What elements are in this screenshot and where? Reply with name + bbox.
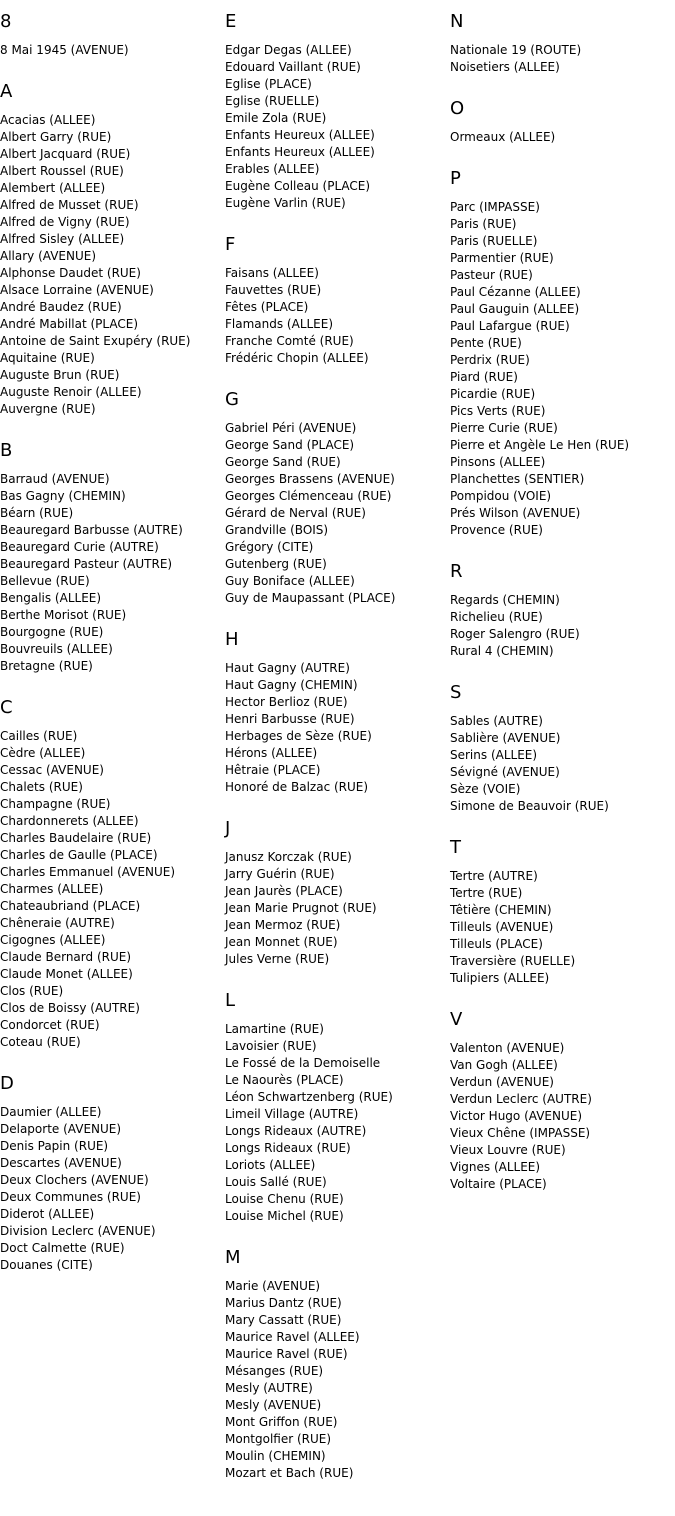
street-item: Coteau (RUE) xyxy=(0,1035,81,1049)
street-item: Erables (ALLEE) xyxy=(225,162,320,176)
street-list xyxy=(450,1040,672,1193)
street-item: Victor Hugo (AVENUE) xyxy=(450,1109,583,1123)
street-item: Edgar Degas (ALLEE) xyxy=(225,43,352,57)
section-letter-heading: J xyxy=(225,818,231,839)
street-item: Berthe Morisot (RUE) xyxy=(0,608,127,622)
street-list xyxy=(450,129,672,146)
letter-section xyxy=(225,817,447,968)
street-item: Beauregard Curie (AUTRE) xyxy=(0,540,159,554)
street-item: Mésanges (RUE) xyxy=(225,1364,324,1378)
street-item: Eugène Varlin (RUE) xyxy=(225,196,346,210)
index-column xyxy=(225,10,447,1503)
street-item: Auvergne (RUE) xyxy=(0,402,96,416)
street-item: Jean Jaurès (PLACE) xyxy=(225,884,343,898)
letter-section xyxy=(225,10,447,212)
street-item: Jean Marie Prugnot (RUE) xyxy=(225,901,377,915)
letter-section xyxy=(225,233,447,367)
street-item: Herbages de Sèze (RUE) xyxy=(225,729,372,743)
letter-section xyxy=(225,628,447,796)
letter-section xyxy=(0,439,222,675)
street-item: Flamands (ALLEE) xyxy=(225,317,334,331)
street-item: Beauregard Barbusse (AUTRE) xyxy=(0,523,183,537)
section-letter-heading: G xyxy=(225,389,239,410)
street-item: Paul Lafargue (RUE) xyxy=(450,319,570,333)
letter-section xyxy=(225,1246,447,1482)
street-item: Tilleuls (AVENUE) xyxy=(450,920,554,934)
street-item: Serins (ALLEE) xyxy=(450,748,538,762)
street-item: Van Gogh (ALLEE) xyxy=(450,1058,558,1072)
street-list xyxy=(0,112,222,418)
street-item: Le Fossé de la Demoiselle xyxy=(225,1056,381,1070)
street-item: Guy de Maupassant (PLACE) xyxy=(225,591,396,605)
street-item: Tertre (AUTRE) xyxy=(450,869,538,883)
section-letter-heading: S xyxy=(450,682,462,703)
street-item: Delaporte (AVENUE) xyxy=(0,1122,122,1136)
street-item: Bouvreuils (ALLEE) xyxy=(0,642,113,656)
street-item: Planchettes (SENTIER) xyxy=(450,472,585,486)
street-item: Chardonnerets (ALLEE) xyxy=(0,814,139,828)
street-item: Acacias (ALLEE) xyxy=(0,113,96,127)
street-item: Chateaubriand (PLACE) xyxy=(0,899,141,913)
street-list xyxy=(225,420,447,607)
street-item: Haut Gagny (CHEMIN) xyxy=(225,678,358,692)
section-letter-heading: D xyxy=(0,1073,14,1094)
street-item: Descartes (AVENUE) xyxy=(0,1156,122,1170)
street-item: Bellevue (RUE) xyxy=(0,574,90,588)
section-letter-heading: C xyxy=(0,697,13,718)
street-list xyxy=(225,1278,447,1482)
street-item: Limeil Village (AUTRE) xyxy=(225,1107,359,1121)
street-item: Valenton (AVENUE) xyxy=(450,1041,565,1055)
letter-section xyxy=(0,1072,222,1274)
letter-section xyxy=(450,836,672,987)
street-item: Auguste Renoir (ALLEE) xyxy=(0,385,142,399)
street-list xyxy=(450,868,672,987)
street-item: Allary (AVENUE) xyxy=(0,249,97,263)
street-item: Le Naourès (PLACE) xyxy=(225,1073,344,1087)
section-letter-heading: O xyxy=(450,98,465,119)
street-item: Eugène Colleau (PLACE) xyxy=(225,179,371,193)
street-item: Mesly (AUTRE) xyxy=(225,1381,313,1395)
street-item: Deux Communes (RUE) xyxy=(0,1190,141,1204)
section-letter-heading: B xyxy=(0,440,13,461)
street-item: André Baudez (RUE) xyxy=(0,300,122,314)
street-item: Antoine de Saint Exupéry (RUE) xyxy=(0,334,191,348)
letter-section xyxy=(225,388,447,607)
section-letter-heading: R xyxy=(450,561,463,582)
section-letter-heading: V xyxy=(450,1009,463,1030)
street-item: Frédéric Chopin (ALLEE) xyxy=(225,351,369,365)
street-item: Vieux Chêne (IMPASSE) xyxy=(450,1126,591,1140)
street-item: Condorcet (RUE) xyxy=(0,1018,100,1032)
street-item: Bengalis (ALLEE) xyxy=(0,591,102,605)
street-item: Alfred Sisley (ALLEE) xyxy=(0,232,125,246)
street-item: Sablière (AVENUE) xyxy=(450,731,561,745)
street-item: Emile Zola (RUE) xyxy=(225,111,327,125)
street-list xyxy=(450,592,672,660)
street-item: Charmes (ALLEE) xyxy=(0,882,104,896)
street-item: Haut Gagny (AUTRE) xyxy=(225,661,350,675)
section-letter-heading: H xyxy=(225,629,239,650)
street-item: Longs Rideaux (AUTRE) xyxy=(225,1124,367,1138)
street-item: Gabriel Péri (AVENUE) xyxy=(225,421,357,435)
street-item: Enfants Heureux (ALLEE) xyxy=(225,128,375,142)
street-item: Janusz Korczak (RUE) xyxy=(225,850,352,864)
section-letter-heading: 8 xyxy=(0,11,12,32)
street-item: Rural 4 (CHEMIN) xyxy=(450,644,554,658)
street-item: Montgolfier (RUE) xyxy=(225,1432,332,1446)
street-list xyxy=(0,1104,222,1274)
letter-section xyxy=(450,167,672,539)
street-item: Georges Brassens (AVENUE) xyxy=(225,472,395,486)
street-item: Lamartine (RUE) xyxy=(225,1022,324,1036)
street-item: Diderot (ALLEE) xyxy=(0,1207,95,1221)
street-item: Cèdre (ALLEE) xyxy=(0,746,86,760)
street-item: Clos de Boissy (AUTRE) xyxy=(0,1001,140,1015)
section-letter-heading: F xyxy=(225,234,236,255)
street-item: Pierre et Angèle Le Hen (RUE) xyxy=(450,438,630,452)
street-item: Hérons (ALLEE) xyxy=(225,746,318,760)
section-letter-heading: P xyxy=(450,168,461,189)
street-item: Alphonse Daudet (RUE) xyxy=(0,266,141,280)
street-item: Nationale 19 (ROUTE) xyxy=(450,43,582,57)
street-item: Chêneraie (AUTRE) xyxy=(0,916,115,930)
street-item: Piard (RUE) xyxy=(450,370,518,384)
street-item: Fauvettes (RUE) xyxy=(225,283,322,297)
street-item: Clos (RUE) xyxy=(0,984,64,998)
section-letter-heading: M xyxy=(225,1247,241,1268)
street-item: Chalets (RUE) xyxy=(0,780,83,794)
street-item: Georges Clémenceau (RUE) xyxy=(225,489,392,503)
street-item: Voltaire (PLACE) xyxy=(450,1177,547,1191)
street-item: Paris (RUE) xyxy=(450,217,517,231)
street-item: Jules Verne (RUE) xyxy=(225,952,330,966)
street-item: Parmentier (RUE) xyxy=(450,251,554,265)
street-item: Honoré de Balzac (RUE) xyxy=(225,780,369,794)
street-item: Tilleuls (PLACE) xyxy=(450,937,543,951)
street-item: Deux Clochers (AVENUE) xyxy=(0,1173,149,1187)
street-item: Mary Cassatt (RUE) xyxy=(225,1313,342,1327)
index-column xyxy=(0,10,222,1295)
street-item: Doct Calmette (RUE) xyxy=(0,1241,125,1255)
section-letter-heading: N xyxy=(450,11,464,32)
street-item: Maurice Ravel (ALLEE) xyxy=(225,1330,360,1344)
street-item: Albert Garry (RUE) xyxy=(0,130,112,144)
street-item: Pompidou (VOIE) xyxy=(450,489,552,503)
street-item: Verdun (AVENUE) xyxy=(450,1075,554,1089)
street-item: Auguste Brun (RUE) xyxy=(0,368,120,382)
street-item: Maurice Ravel (RUE) xyxy=(225,1347,348,1361)
street-item: Béarn (RUE) xyxy=(0,506,74,520)
street-list xyxy=(450,199,672,539)
letter-section xyxy=(450,681,672,815)
street-item: Prés Wilson (AVENUE) xyxy=(450,506,581,520)
letter-section xyxy=(450,97,672,146)
section-letter-heading: L xyxy=(225,990,236,1011)
street-item: Jean Mermoz (RUE) xyxy=(225,918,341,932)
street-item: Picardie (RUE) xyxy=(450,387,536,401)
street-item: Champagne (RUE) xyxy=(0,797,111,811)
street-item: Verdun Leclerc (AUTRE) xyxy=(450,1092,592,1106)
street-item: Jean Monnet (RUE) xyxy=(225,935,338,949)
street-item: Longs Rideaux (RUE) xyxy=(225,1141,351,1155)
street-item: Perdrix (RUE) xyxy=(450,353,530,367)
street-item: Roger Salengro (RUE) xyxy=(450,627,580,641)
street-item: Parc (IMPASSE) xyxy=(450,200,540,214)
street-item: Henri Barbusse (RUE) xyxy=(225,712,355,726)
street-item: Noisetiers (ALLEE) xyxy=(450,60,560,74)
street-item: Provence (RUE) xyxy=(450,523,543,537)
street-item: Paul Gauguin (ALLEE) xyxy=(450,302,580,316)
street-item: Alsace Lorraine (AVENUE) xyxy=(0,283,154,297)
street-list xyxy=(450,713,672,815)
street-item: Hêtraie (PLACE) xyxy=(225,763,321,777)
section-letter-heading: E xyxy=(225,11,237,32)
street-item: Fêtes (PLACE) xyxy=(225,300,309,314)
street-list xyxy=(225,1021,447,1225)
street-item: Traversière (RUELLE) xyxy=(450,954,576,968)
street-item: Paris (RUELLE) xyxy=(450,234,538,248)
street-item: Claude Monet (ALLEE) xyxy=(0,967,133,981)
street-item: Marius Dantz (RUE) xyxy=(225,1296,342,1310)
street-list xyxy=(0,728,222,1051)
street-item: Aquitaine (RUE) xyxy=(0,351,95,365)
index-column xyxy=(450,10,672,1214)
street-list xyxy=(225,265,447,367)
section-letter-heading: A xyxy=(0,81,13,102)
street-item: Têtière (CHEMIN) xyxy=(450,903,552,917)
street-item: Sévigné (AVENUE) xyxy=(450,765,560,779)
street-item: Douanes (CITE) xyxy=(0,1258,93,1272)
street-item: Barraud (AVENUE) xyxy=(0,472,110,486)
letter-section xyxy=(450,10,672,76)
street-list xyxy=(450,42,672,76)
street-item: Charles Emmanuel (AVENUE) xyxy=(0,865,176,879)
street-item: Regards (CHEMIN) xyxy=(450,593,560,607)
street-item: Charles de Gaulle (PLACE) xyxy=(0,848,158,862)
street-item: 8 Mai 1945 (AVENUE) xyxy=(0,43,129,57)
letter-section xyxy=(450,560,672,660)
street-item: Division Leclerc (AVENUE) xyxy=(0,1224,156,1238)
street-item: Daumier (ALLEE) xyxy=(0,1105,102,1119)
section-letter-heading: T xyxy=(450,837,461,858)
letter-section xyxy=(450,1008,672,1193)
street-item: Vieux Louvre (RUE) xyxy=(450,1143,566,1157)
street-item: Faisans (ALLEE) xyxy=(225,266,319,280)
street-list xyxy=(0,471,222,675)
street-item: George Sand (PLACE) xyxy=(225,438,355,452)
street-item: Alfred de Musset (RUE) xyxy=(0,198,139,212)
street-item: Eglise (PLACE) xyxy=(225,77,312,91)
street-list xyxy=(225,849,447,968)
street-item: Louis Sallé (RUE) xyxy=(225,1175,327,1189)
street-item: Albert Roussel (RUE) xyxy=(0,164,124,178)
street-item: Simone de Beauvoir (RUE) xyxy=(450,799,609,813)
letter-section xyxy=(0,696,222,1051)
street-item: Pinsons (ALLEE) xyxy=(450,455,546,469)
street-item: Mozart et Bach (RUE) xyxy=(225,1466,354,1480)
street-item: André Mabillat (PLACE) xyxy=(0,317,139,331)
street-item: Ormeaux (ALLEE) xyxy=(450,130,556,144)
street-item: Moulin (CHEMIN) xyxy=(225,1449,326,1463)
street-item: Richelieu (RUE) xyxy=(450,610,543,624)
street-item: Guy Boniface (ALLEE) xyxy=(225,574,355,588)
street-item: George Sand (RUE) xyxy=(225,455,341,469)
letter-section xyxy=(0,80,222,418)
street-list xyxy=(225,42,447,212)
letter-section xyxy=(0,10,222,59)
street-item: Loriots (ALLEE) xyxy=(225,1158,316,1172)
street-item: Charles Baudelaire (RUE) xyxy=(0,831,152,845)
street-item: Louise Michel (RUE) xyxy=(225,1209,344,1223)
street-item: Cigognes (ALLEE) xyxy=(0,933,106,947)
street-item: Vignes (ALLEE) xyxy=(450,1160,541,1174)
street-item: Cessac (AVENUE) xyxy=(0,763,104,777)
street-item: Pics Verts (RUE) xyxy=(450,404,546,418)
street-item: Sables (AUTRE) xyxy=(450,714,543,728)
street-item: Pierre Curie (RUE) xyxy=(450,421,558,435)
street-item: Grégory (CITE) xyxy=(225,540,314,554)
street-item: Gutenberg (RUE) xyxy=(225,557,327,571)
street-item: Marie (AVENUE) xyxy=(225,1279,321,1293)
street-item: Beauregard Pasteur (AUTRE) xyxy=(0,557,173,571)
street-item: Sèze (VOIE) xyxy=(450,782,521,796)
street-item: Denis Papin (RUE) xyxy=(0,1139,109,1153)
street-item: Paul Cézanne (ALLEE) xyxy=(450,285,581,299)
letter-section xyxy=(225,989,447,1225)
street-item: Albert Jacquard (RUE) xyxy=(0,147,131,161)
street-item: Lavoisier (RUE) xyxy=(225,1039,317,1053)
street-item: Gérard de Nerval (RUE) xyxy=(225,506,366,520)
street-item: Franche Comté (RUE) xyxy=(225,334,354,348)
street-item: Tertre (RUE) xyxy=(450,886,523,900)
street-item: Alfred de Vigny (RUE) xyxy=(0,215,130,229)
street-item: Cailles (RUE) xyxy=(0,729,78,743)
street-item: Claude Bernard (RUE) xyxy=(0,950,132,964)
street-list xyxy=(225,660,447,796)
street-item: Edouard Vaillant (RUE) xyxy=(225,60,361,74)
street-item: Bourgogne (RUE) xyxy=(0,625,104,639)
street-item: Léon Schwartzenberg (RUE) xyxy=(225,1090,393,1104)
street-item: Tulipiers (ALLEE) xyxy=(450,971,550,985)
street-item: Eglise (RUELLE) xyxy=(225,94,320,108)
street-item: Bas Gagny (CHEMIN) xyxy=(0,489,126,503)
street-list xyxy=(0,42,222,59)
street-item: Alembert (ALLEE) xyxy=(0,181,106,195)
street-item: Mesly (AVENUE) xyxy=(225,1398,322,1412)
street-item: Jarry Guérin (RUE) xyxy=(225,867,335,881)
street-item: Grandville (BOIS) xyxy=(225,523,329,537)
street-item: Pasteur (RUE) xyxy=(450,268,533,282)
street-item: Hector Berlioz (RUE) xyxy=(225,695,348,709)
street-item: Bretagne (RUE) xyxy=(0,659,93,673)
street-item: Pente (RUE) xyxy=(450,336,522,350)
street-item: Enfants Heureux (ALLEE) xyxy=(225,145,375,159)
street-item: Louise Chenu (RUE) xyxy=(225,1192,344,1206)
street-item: Mont Griffon (RUE) xyxy=(225,1415,338,1429)
